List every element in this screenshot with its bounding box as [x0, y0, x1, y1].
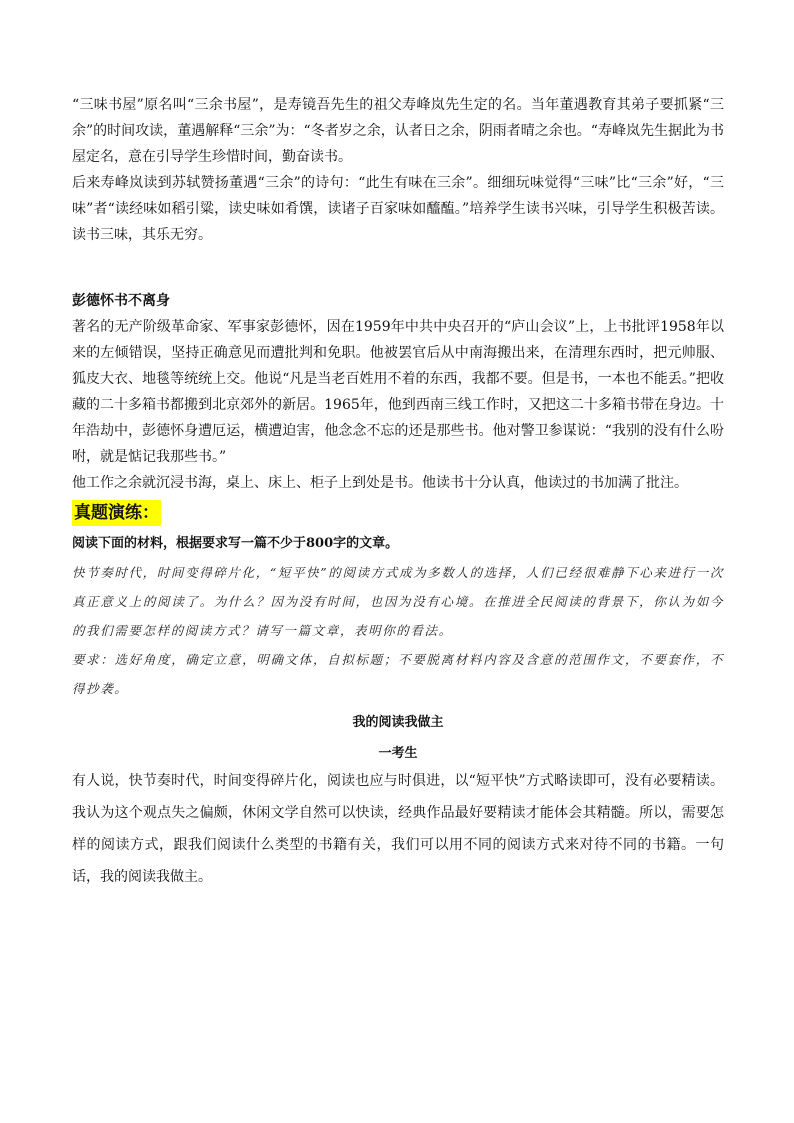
- paragraph-peng-reading: 他工作之余就沉浸书海，桌上、床上、柜子上到处是书。他读书十分认真，他读过的书加满了批注。: [72, 475, 688, 491]
- section-heading-peng: 彭德怀书不离身: [72, 293, 170, 309]
- essay-paragraph: 有人说，快节奏时代，时间变得碎片化，阅读也应与时俱进，以“短平快”方式略读即可，没有必要精读。我认为这个观点失之偏颇，休闲文学自然可以快读，经典作品最好要精读才能体会其精髓。所以，需要怎样的阅读方式，跟我们阅读什么类型的书籍有关，我们可以用不同的阅读方式来对待不同的书籍。一句话，我的阅读我做主。: [72, 773, 724, 885]
- practice-label-highlight: 真题演练：: [72, 500, 161, 526]
- essay-author: 一考生: [378, 746, 418, 761]
- paragraph-sanwei-origin: “三味书屋”原名叫“三余书屋”，是寿镜吾先生的祖父寿峰岚先生定的名。当年董遇教育其弟子要抓紧“三余”的时间攻读，董遇解释“三余”为：“冬者岁之余，认者日之余，阴雨者晴之余也。“寿峰岚先生据此为书屋定名，意在引导学生珍惜时间，勤奋读书。: [72, 97, 724, 165]
- document-page: [72, 92, 724, 893]
- essay-title: 我的阅读我做主: [352, 715, 444, 730]
- practice-requirements: 要求：选好角度，确定立意，明确文体，自拟标题；不要脱离材料内容及含意的范围作文，不要套作，不得抄袭。: [72, 652, 724, 696]
- practice-material: 快节奏时代，时间变得碎片化，“短平快”的阅读方式成为多数人的选择，人们已经很难静下心来进行一次真正意义上的阅读了。为什么？因为没有时间，也因为没有心境。在推进全民阅读的背景下，你认为如今的我们需要怎样的阅读方式？请写一篇文章，表明你的看法。: [72, 565, 724, 638]
- paragraph-peng-story: 著名的无产阶级革命家、军事家彭德怀，因在1959年中共中央召开的“庐山会议”上，上书批评1958年以来的左倾错误，坚持正确意见而遭批判和免职。他被罢官后从中南海搬出来，在清理东西时，把元帅服、狐皮大衣、地毯等统统上交。他说“凡是当老百姓用不着的东西，我都不要。但是书，一本也不能丢。”把收藏的二十多箱书都搬到北京郊外的新居。1965年，他到西南三线工作时，又把这二十多箱书带在身边。十年浩劫中，彭德怀身遭厄运，横遭迫害，他念念不忘的还是那些书。他对警卫参谋说：“我别的没有什么吩咐，就是惦记我那些书。”: [72, 319, 724, 465]
- practice-instruction: 阅读下面的材料，根据要求写一篇不少于800字的文章。: [72, 536, 399, 551]
- spacer: [72, 248, 724, 288]
- paragraph-sanwei-meaning: 后来寿峰岚读到苏轼赞扬董遇“三余”的诗句：“此生有味在三余”。细细玩味觉得“三味”比“三余”好，“三味”者“读经味如稻引粱，读史味如肴馔，读诸子百家味如醯醢。”培养学生读书兴味，引导学生积极苦读。读书三味，其乐无穷。: [72, 175, 724, 243]
